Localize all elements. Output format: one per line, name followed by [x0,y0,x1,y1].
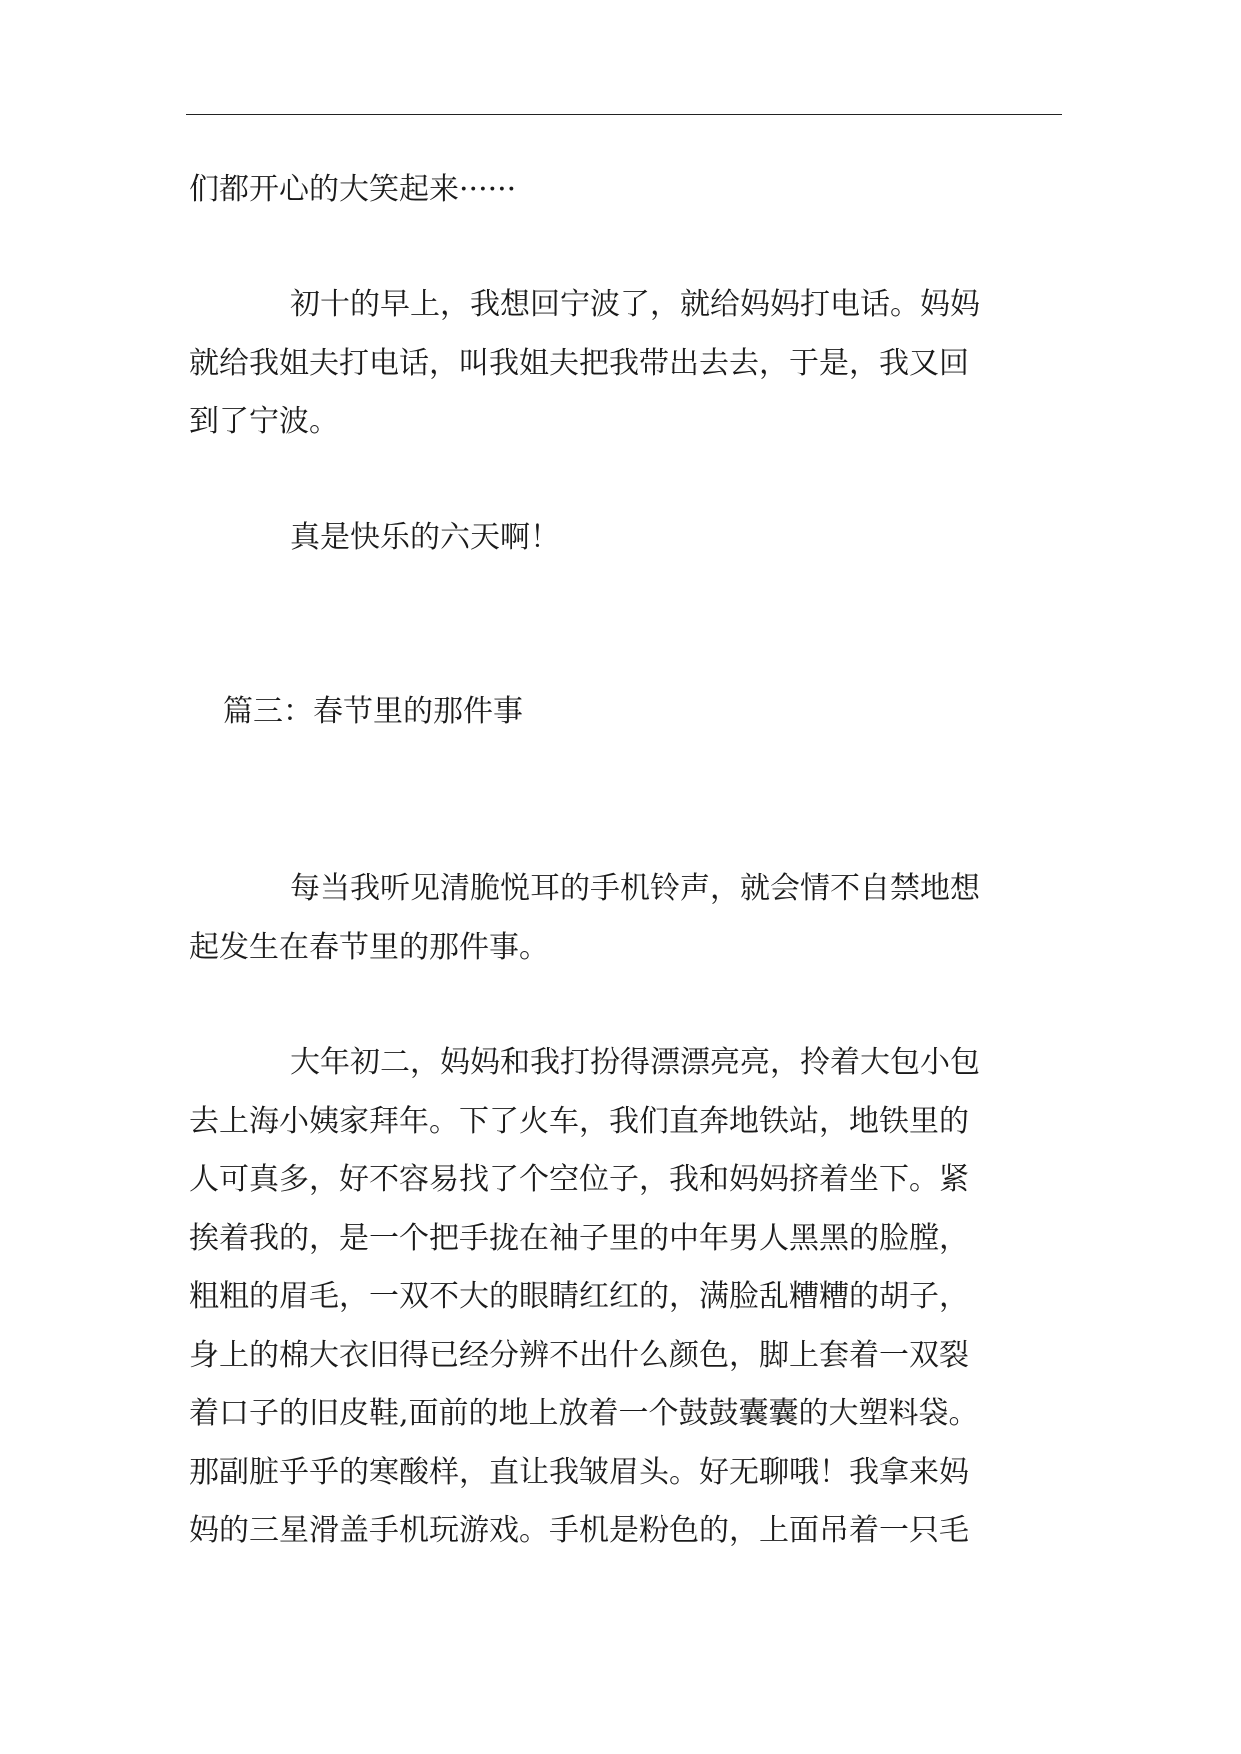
paragraph-line: 起发生在春节里的那件事。 [189,929,549,965]
continuation-line: 们都开心的大笑起来······ [189,172,517,207]
paragraph-line: 那副脏乎乎的寒酸样，直让我皱眉头。好无聊哦！我拿来妈 [189,1454,969,1490]
paragraph-subway [189,1034,1061,1561]
paragraph-joy [189,509,1061,568]
paragraph-line: 挨着我的，是一个把手拢在袖子里的中年男人黑黑的脸膛， [189,1220,969,1256]
header-rule [186,114,1062,115]
paragraph-line: 粗粗的眉毛，一双不大的眼睛红红的，满脸乱糟糟的胡子， [189,1279,969,1314]
paragraph-line: 妈的三星滑盖手机玩游戏。手机是粉色的，上面吊着一只毛 [189,1513,969,1548]
paragraph-line: 着口子的旧皮鞋,面前的地上放着一个鼓鼓囊囊的大塑料袋。 [189,1396,979,1431]
paragraph-line: 初十的早上，我想回宁波了，就给妈妈打电话。妈妈 [290,287,980,322]
paragraph-line: 就给我姐夫打电话，叫我姐夫把我带出去去，于是，我又回 [189,345,969,381]
paragraph-line: 大年初二，妈妈和我打扮得漂漂亮亮，拎着大包小包 [290,1045,980,1080]
paragraph-line: 去上海小姨家拜年。下了火车，我们直奔地铁站，地铁里的 [189,1103,969,1139]
continuation-paragraph [189,161,1061,220]
paragraph-return [189,276,1061,452]
paragraph-line: 每当我听见清脆悦耳的手机铃声，就会情不自禁地想 [290,871,980,906]
paragraph-line: 到了宁波。 [189,404,339,439]
section-title: 篇三：春节里的那件事 [223,694,523,729]
paragraph-line: 真是快乐的六天啊！ [290,520,560,555]
paragraph-line: 身上的棉大衣旧得已经分辨不出什么颜色，脚上套着一双裂 [189,1337,969,1373]
paragraph-ringtone [189,860,1061,977]
paragraph-line: 人可真多，好不容易找了个空位子，我和妈妈挤着坐下。紧 [189,1162,969,1197]
